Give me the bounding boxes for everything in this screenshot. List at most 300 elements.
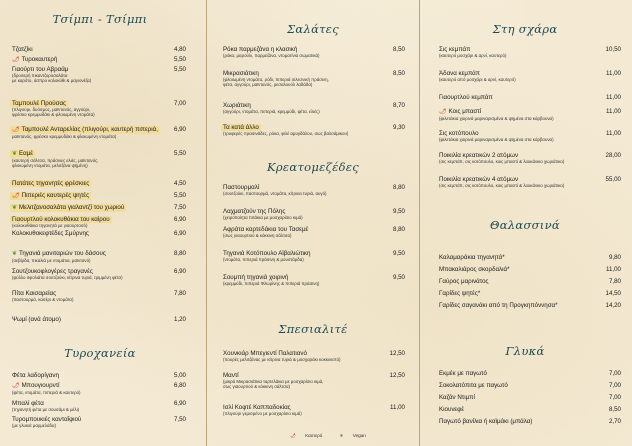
menu-item-description: (σουτζούκι, παστουρμά, ντομάτα, κίτρινα τυριά, αυγό): [223, 191, 327, 196]
menu-item: [223, 70, 405, 88]
menu-item-name-group: [439, 266, 510, 273]
menu-item: [439, 418, 621, 425]
menu-item-price: 8,80: [392, 184, 405, 191]
menu-item-name: Χωριάτικη: [223, 102, 251, 109]
menu-item-name-group: [223, 46, 297, 53]
menu-item-name-wrap: [439, 46, 621, 53]
menu-item-name-group: [439, 70, 480, 77]
menu-item: [12, 216, 186, 228]
menu-item: [223, 404, 405, 416]
menu-item-description: (πλιγούρι γεμισμένο με μοσχαρίσιο κιμά): [223, 411, 302, 416]
menu-item-price: 8,70: [392, 102, 405, 109]
menu-item-name: Πίτα Καισαρείας: [12, 290, 57, 297]
section-title: Σαλάτες: [286, 22, 340, 36]
menu-item-name-wrap: [12, 372, 186, 379]
menu-item-name: Μπαλί φέτα: [12, 400, 44, 407]
menu-item-price: 9,50: [392, 250, 405, 257]
menu-item-name-wrap: [12, 230, 186, 237]
menu-item-name: Τηγανιά μανιταριών του δάσους: [19, 250, 106, 257]
menu-item-name-wrap: [439, 406, 621, 413]
menu-item-name-wrap: [12, 66, 186, 73]
menu-item-name-wrap: [12, 268, 186, 275]
menu-item-description: φέτα, αγγούρι, μαϊντανός, ρεσαλουόλ λαδάδα): [223, 82, 313, 88]
menu-item-name: Ρόκα παρμεζάνα η κλασική: [223, 46, 298, 53]
menu-item-name-wrap: [439, 382, 621, 389]
menu-item-name: Λαχματζούν της Πόλης: [223, 208, 286, 215]
menu-item-name-wrap: [439, 152, 621, 159]
menu-item-price: 5,50: [173, 56, 186, 63]
menu-item-name: Τηγανιά Κοτόπουλο Αϊβαλιώτικη: [223, 250, 311, 257]
menu-item: [439, 176, 621, 188]
menu-item-name: Γαύρος μαρινάτος: [439, 278, 489, 285]
menu-item-name-group: [439, 394, 475, 401]
menu-item-name-group: [439, 46, 470, 53]
legend-spicy: [290, 433, 330, 438]
menu-item: [12, 56, 186, 64]
menu-item-name: Μικρασιάτικη: [223, 70, 259, 77]
menu-item-price: 8,80: [392, 226, 405, 233]
menu-item-name-wrap: [439, 254, 621, 261]
legend-vegan: [340, 433, 374, 438]
chili-icon: 🌶: [12, 127, 20, 133]
menu-item-description: (παστουρμά, κασέρι & ντομάτα): [12, 297, 74, 302]
menu-item-price: 9,50: [392, 208, 405, 215]
menu-item-name: Ποικιλία κρεατικών 2 ατόμων: [439, 152, 519, 159]
menu-item-name-group: [12, 316, 61, 323]
menu-item-description: (αγγούρι, ντομάτα, πιπεριά, κρεμμύδι, φέτα, ελιές): [223, 109, 320, 114]
menu-item-description: (χειροποίητα πιτάκια με μοσχαρίσιο κιμά): [223, 215, 303, 220]
menu-item-name: Σις κεμπάπ: [439, 46, 471, 53]
menu-item-name-group: [439, 130, 479, 137]
column-divider: [206, 0, 207, 446]
menu-item-name: Τυροκαυτερή: [21, 56, 58, 63]
menu-item-name-group: [223, 70, 259, 77]
menu-item-name-wrap: [223, 70, 405, 77]
menu-item-price: 5,50: [173, 150, 186, 157]
menu-item-name-group: [12, 250, 106, 257]
menu-item-name-wrap: [439, 290, 621, 297]
menu-item-name-wrap: [12, 56, 186, 64]
menu-item-description: (κολοκυθάκια τηγανητά με γιαουρτοσό): [12, 223, 88, 228]
menu-item-price: 8,50: [608, 406, 621, 413]
menu-item-name-wrap: [12, 100, 186, 107]
menu-item-name: Ψωμί (ανά άτομο): [12, 316, 61, 323]
menu-item-name: Τυρομπουκιές κανταΐφιού: [12, 416, 82, 423]
menu-item-name-group: [439, 176, 518, 183]
menu-item-name-wrap: [439, 418, 621, 425]
menu-item-description: (σως γιαουρτιού & κόκκινη σάλτσα): [223, 233, 292, 238]
menu-item-name: Εαμέ: [19, 150, 34, 157]
menu-item-name-wrap: [12, 400, 186, 407]
menu-item-name-group: [12, 46, 33, 53]
menu-item: [223, 274, 405, 286]
menu-item-price: 12,50: [389, 350, 405, 357]
menu-item: [12, 290, 186, 302]
menu-item-name-wrap: [12, 150, 186, 158]
menu-item: [439, 278, 621, 285]
menu-item-price: 11,00: [605, 108, 621, 115]
menu-item-name: Γιαουρτλού κεμπάπ: [439, 94, 493, 101]
menu-item-name: Μελιτζανοσαλάτα γιαλαντζί του χωριού: [19, 204, 125, 211]
menu-item-price: 14,50: [605, 290, 621, 297]
menu-item: [223, 226, 405, 238]
menu-column-right: [425, 0, 625, 446]
menu-item-name-wrap: [223, 350, 405, 357]
menu-item-name-wrap: [439, 94, 621, 101]
menu-item-name: Μπουγιουρντί: [21, 382, 60, 389]
chili-icon: 🌶: [12, 383, 20, 389]
menu-item-price: 14,20: [605, 302, 621, 309]
menu-item-description: (πουρές μελιτζάνας με κίτρινα τυριά & μοσχαράκι κοκκινιστό): [223, 357, 341, 362]
menu-item-description: (σις κεμπάπ, σις κοτόπουλο, κοις μπαστί & λουκάνικο χωριάτικο): [439, 183, 565, 188]
menu-item: [439, 94, 621, 101]
menu-item-name: Παστουρμαλί: [223, 184, 260, 191]
menu-item: [12, 204, 186, 212]
menu-item-name-group: [12, 56, 57, 63]
menu-item-name: Γαρίδες ψητές*: [439, 290, 481, 297]
menu-item-name-wrap: [439, 108, 621, 116]
menu-item: [439, 70, 621, 82]
menu-item-name-wrap: [223, 124, 405, 131]
menu-item-name: Τζατζίκι: [12, 46, 33, 53]
menu-item-price: 9,30: [392, 124, 405, 131]
menu-item-name-wrap: [223, 274, 405, 281]
leaf-icon: ❦: [339, 433, 344, 438]
menu-item-price: 1,20: [173, 316, 186, 323]
menu-item-name: Γιαουρτλού κολοκυθάκια του καίρου: [12, 216, 110, 223]
menu-item-name-wrap: [223, 208, 405, 215]
menu-item-name-group: [10, 180, 91, 187]
menu-item: [12, 180, 186, 187]
menu-item-name-wrap: [12, 382, 186, 390]
menu-item-name-group: [12, 400, 44, 407]
menu-item-description: (μικρά Μικρασιάτικα ταρτελάκια με μοσχαρίσιο κιμά,: [223, 379, 324, 384]
menu-item-price: 8,50: [392, 70, 405, 77]
menu-item-name-group: [439, 382, 508, 389]
menu-item: [439, 370, 621, 377]
menu-item: [223, 350, 405, 362]
menu-item: [12, 126, 186, 139]
leaf-icon: ❦: [12, 251, 18, 257]
menu-item-price: 2,70: [608, 418, 621, 425]
menu-item-name-group: [12, 416, 81, 423]
menu-item-name-group: [12, 372, 59, 379]
section-title: Τυροχανεία: [64, 346, 136, 360]
menu-item-description: (κρεμμύδι, πιπεριά Φλωρίνης & πιπεριά πράσινη): [223, 281, 320, 286]
menu-item: [439, 108, 621, 121]
menu-item-price: 11,00: [605, 94, 621, 101]
menu-item-name-wrap: [223, 184, 405, 191]
menu-item-price: 6,90: [173, 400, 186, 407]
menu-item-name-wrap: [439, 394, 621, 401]
menu-column-middle: [213, 0, 413, 446]
menu-item-description: (ντομάτα, πιπεριά πράσινη & μουστάρδα): [223, 257, 304, 262]
menu-item-price: 4,50: [173, 180, 186, 187]
menu-item: [439, 406, 621, 413]
menu-item-name-wrap: [439, 370, 621, 377]
menu-item-name-wrap: [439, 266, 621, 273]
menu-item-name: Εκμέκ με παγωτό: [439, 370, 487, 377]
menu-item-price: 5,50: [173, 192, 186, 199]
menu-item-name-group: [223, 184, 259, 191]
menu-item: [439, 130, 621, 142]
menu-item-name-wrap: [12, 204, 186, 212]
menu-item-name-group: [221, 124, 261, 131]
menu-item-description: σως γιαουρτιού & κόκκινη σάλτσα): [223, 384, 291, 390]
menu-item-name-group: [12, 268, 93, 275]
section-title: Τσίμπι - Τσίμπι: [52, 12, 148, 26]
menu-item-price: 6,80: [173, 382, 186, 389]
menu-item-name-wrap: [12, 416, 186, 423]
menu-column-left: [0, 0, 200, 446]
menu-item-name-group: [12, 66, 68, 73]
menu-item-price: 11,00: [605, 130, 621, 137]
menu-item: [12, 150, 186, 169]
menu-item: [439, 266, 621, 273]
menu-item-description: μαϊντανός, φρέσκο κρεμμυδάκι & φλοιωμένη ντομάτα): [12, 134, 117, 139]
menu-item-description: φρέσκο κρεμμυδάκι & φλοιωμένη ντομάτα): [12, 112, 95, 118]
menu-item-name-group: [439, 418, 532, 425]
menu-item-price: 7,80: [608, 278, 621, 285]
menu-item-price: 11,00: [389, 404, 405, 411]
menu-item: [12, 416, 186, 428]
menu-item-price: 6,90: [173, 216, 186, 223]
menu-item: [12, 100, 186, 118]
menu-item-name-wrap: [12, 126, 186, 134]
menu-item-description: φλοιωμένη ντομάτα, μελιτζάνα ψημένη): [12, 163, 88, 169]
menu-item-name-wrap: [223, 46, 405, 53]
menu-item-description: με καρότο, άσπρο κολοκύθι & μαγιονέζα): [12, 78, 92, 84]
menu-item: [223, 250, 405, 262]
menu-item-name: Κολοκυθοκεφτέδες Σμύρνης: [12, 230, 89, 237]
menu-item-description: (καυτερό μοσχάρι & αρνί, καυτερό): [439, 53, 507, 58]
menu-item-name-wrap: [223, 102, 405, 109]
menu-item-price: 6,90: [173, 126, 186, 133]
chili-icon: 🌶: [439, 109, 447, 115]
menu-item-name: Καζάν Ντιμπί: [439, 394, 475, 401]
menu-item: [12, 382, 186, 395]
menu-item: [12, 192, 186, 200]
menu-item-name: Καλαμαράκια τηγανητά*: [439, 254, 505, 261]
menu-item-description: (πλιγούρι, δυόσμος, μαϊντανός, αγγούρι,: [12, 107, 91, 112]
menu-item-name-group: [439, 254, 505, 261]
menu-item-name-wrap: [439, 176, 621, 183]
menu-item-name-wrap: [439, 130, 621, 137]
menu-item: [12, 46, 186, 53]
menu-item-price: 12,50: [389, 372, 405, 379]
menu-item: [439, 382, 621, 389]
menu-item: [439, 290, 621, 297]
menu-item: [12, 400, 186, 412]
menu-item-name-wrap: [223, 250, 405, 257]
menu-item-name-wrap: [12, 316, 186, 323]
menu-item-name-group: [10, 150, 35, 158]
menu-item-name-group: [12, 290, 56, 297]
menu-item-price: 11,00: [605, 266, 621, 273]
menu-item-price: 7,00: [608, 370, 621, 377]
menu-item-name-group: [12, 230, 89, 237]
menu-item-description: (τηγανητή φέτα με σουσάμι & μέλι): [12, 407, 80, 412]
menu-item-name-group: [439, 406, 464, 413]
menu-item-price: 11,00: [605, 70, 621, 77]
menu-item-name-group: [10, 216, 112, 223]
menu-item-name: Άδανα κεμπάπ: [439, 70, 480, 77]
menu-item: [223, 184, 405, 196]
menu-item-price: 7,00: [608, 382, 621, 389]
menu-item-price: 7,80: [173, 290, 186, 297]
menu-item-description: (φέτα, ντομάτα, πιπεριά & καυτερό): [12, 390, 81, 395]
menu-item-name-wrap: [12, 216, 186, 223]
menu-item: [439, 46, 621, 58]
menu-item-price: 9,80: [608, 254, 621, 261]
menu-item: [439, 254, 621, 261]
menu-item: [12, 316, 186, 323]
menu-item-name: Σις κοτόπουλο: [439, 130, 479, 137]
menu-item-name-group: [223, 102, 251, 109]
menu-item-name-group: [223, 274, 288, 281]
legend-vegan-label: Vegan: [352, 433, 366, 438]
menu-item-price: 4,80: [173, 46, 186, 53]
menu-item-description: (καυτερό από μοσχάρι & αρνί, καυτερό): [439, 77, 516, 82]
menu-item: [439, 302, 621, 309]
leaf-icon: ❦: [12, 205, 18, 211]
menu-item-name-wrap: [223, 226, 405, 233]
chili-icon: 🌶: [290, 433, 296, 438]
menu-item-name: Γαρίδες σαγανάκι από τη Προγκηπόννησα*: [439, 302, 558, 309]
menu-item-description: (φιλετάκια χοιρινά μαριναρισμένα & ψημένα στα κάρβουνα): [439, 137, 554, 142]
section-title: Θαλασσινά: [490, 218, 560, 232]
menu-item-name: Μαντί: [223, 372, 239, 379]
menu-item-description: (σεβίρδα, πικαλιά με ντομάτια, μαϊντανό): [12, 258, 91, 263]
menu-item-price: 7,50: [173, 416, 186, 423]
menu-item-name-group: [223, 226, 308, 233]
menu-item-name-wrap: [12, 46, 186, 53]
chili-icon: 🌶: [12, 57, 20, 63]
menu-item-name-group: [223, 372, 239, 379]
menu-item-price: 8,50: [392, 46, 405, 53]
menu-item-name-wrap: [223, 372, 405, 379]
menu-item-name: Σοκολατόπιτα με παγωτό: [439, 382, 508, 389]
menu-item: [223, 372, 405, 390]
menu-item: [12, 372, 186, 379]
menu-item-name-wrap: [439, 278, 621, 285]
menu-item-name-wrap: [12, 180, 186, 187]
menu-item-description: (φιλετάκια χοιρινά μαριναρισμένα & ψημένα στα κάρβουνα): [439, 116, 554, 121]
menu-item-name: Πατάτες τηγανητές φρέσκιες: [12, 180, 90, 187]
menu-item-price: 7,50: [173, 204, 186, 211]
menu-item-name: Ισλί Κοφτέ Καππαδοκίας: [223, 404, 291, 411]
section-title: Σπεσιαλιτέ: [278, 322, 348, 336]
menu-item-name-wrap: [439, 302, 621, 309]
menu-item-name: Ταμπουλέ Ανταρελίας (πλιγούρι, καυτερή πιπεριά,: [21, 126, 158, 133]
menu-item-name: Ποικιλία κρεατικών 4 ατόμων: [439, 176, 519, 183]
menu-item-price: 7,00: [173, 100, 186, 107]
menu-item-name: Κοις μπαστί: [448, 108, 482, 115]
menu-item-name-group: [439, 278, 489, 285]
menu-item-name-group: [439, 302, 558, 309]
leaf-icon: ❦: [12, 151, 18, 157]
menu-item-name-wrap: [223, 404, 405, 411]
section-title: Γλυκά: [505, 344, 545, 358]
menu-item-price: 6,90: [173, 268, 186, 275]
menu-item-description: (καυτερή σάλτσα, πράσινες ελιές, μαϊντανός,: [12, 158, 99, 163]
column-divider: [419, 0, 420, 446]
menu-item: [223, 46, 405, 58]
menu-item-name-group: [439, 108, 481, 115]
menu-item-price: 10,50: [605, 46, 621, 53]
menu-item-name-group: [439, 94, 493, 101]
section-title: Στη σχάρα: [492, 22, 558, 36]
legend: [290, 433, 382, 439]
menu-item-name-group: [223, 208, 285, 215]
menu-item-name-group: [223, 350, 307, 357]
menu-item: [439, 152, 621, 164]
menu-item-name-wrap: [12, 192, 186, 200]
menu-item: [223, 124, 405, 136]
menu-item-name: Ταμπουλέ Προύσας: [12, 100, 67, 107]
menu-item-name-wrap: [12, 250, 186, 258]
menu-item-description: (τρυφερές πρασινάδες, ρόκα, φιλέ αμυγδάλου, σως βαλσάμικου): [223, 131, 349, 136]
menu-item-description: (σις κεμπάπ, σις κοτόπουλο, κοις μπαστί & λουκάνικο χωριάτικο): [439, 159, 565, 164]
menu-item: [223, 208, 405, 220]
menu-item-description: (δροσερή πικαντζοροσαλάτα: [12, 73, 68, 78]
menu-item-name-group: [10, 204, 126, 212]
menu-item-price: 5,00: [173, 372, 186, 379]
menu-item-name-wrap: [12, 290, 186, 297]
menu-item-name: Πιπεριές καυτερές ψητές: [21, 192, 90, 199]
menu-item-name-group: [223, 404, 291, 411]
menu-item-name: Γιαούρτι του Αβραάμ: [12, 66, 69, 73]
menu-item-description: (ρόκα, μαρούλι, παρμεζάνα, ντοματίνια σωματικά): [223, 53, 320, 58]
menu-item-name-group: [10, 126, 160, 134]
menu-item: [439, 394, 621, 401]
legend-spicy-label: Καυτερό: [305, 433, 323, 438]
menu-item-description: (με γλυκιά μαρμελάδα): [12, 423, 56, 428]
menu-item-name: Μπακαλιάρος σκορδαλιά*: [439, 266, 510, 273]
menu-item-name-group: [10, 192, 91, 200]
menu-item-name-wrap: [439, 70, 621, 77]
menu-item-price: 8,80: [173, 250, 186, 257]
menu-item-name: Αφράτα καρτεδάκια του Τασεμέ: [223, 226, 309, 233]
menu-item-description: (φύλλο σφολιάτα σουτζούκι, κίτρινα τυριά, τριμμένη φέτα): [12, 275, 123, 280]
menu-item-name: Κιουνεφέ: [439, 406, 464, 413]
menu-item-price: 7,00: [608, 394, 621, 401]
menu-item-name-group: [223, 250, 310, 257]
menu-item-price: 9,50: [392, 274, 405, 281]
menu-item-name: Φέτα λαδορίγανη: [12, 372, 59, 379]
menu-item-name-group: [10, 100, 68, 107]
menu-item-name: Τα κατά άλλο: [223, 124, 259, 131]
menu-item: [12, 250, 186, 263]
menu-item: [12, 66, 186, 84]
menu-item-price: 55,00: [605, 176, 621, 183]
menu-item: [223, 102, 405, 114]
menu-item-name-group: [439, 370, 487, 377]
menu-item-price: 6,90: [173, 230, 186, 237]
menu-item-description: (φλοιωμένη ντομάτα, ρόδι, πιπεριά σιλεσνική πράσινη,: [223, 77, 329, 82]
menu-item-name-group: [439, 152, 518, 159]
menu-item: [12, 268, 186, 280]
menu-item-name: Παγωτό βανίλια ή καϊμάκι (μπάλα): [439, 418, 533, 425]
menu-item-name: Σουμπή τηγανιά χοιρινή: [223, 274, 289, 281]
section-title: Κρεατομεζέδες: [266, 160, 360, 174]
menu-item-price: 28,00: [605, 152, 621, 159]
chili-icon: 🌶: [12, 193, 20, 199]
menu-item-name-group: [12, 382, 60, 389]
menu-item-name: Σουτζουκοφλογέρες τραγανές: [12, 268, 93, 275]
menu-item-price: 5,50: [173, 66, 186, 73]
menu-item: [12, 230, 186, 237]
